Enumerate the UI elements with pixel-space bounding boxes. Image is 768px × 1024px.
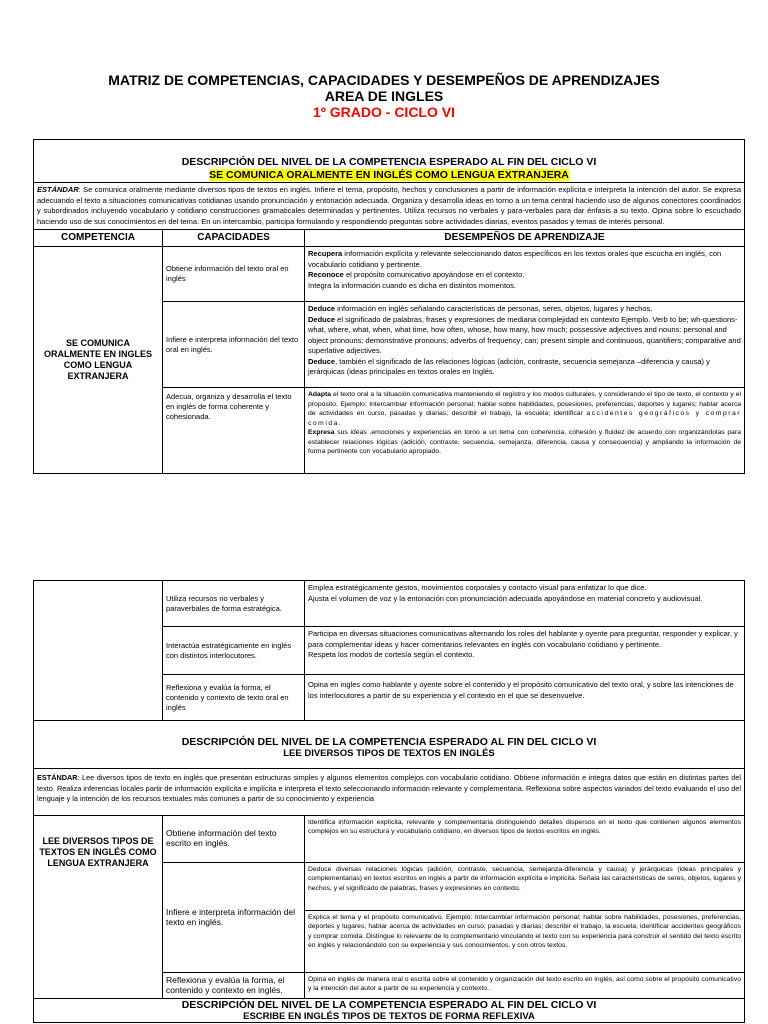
section-title: DESCRIPCIÓN DEL NIVEL DE LA COMPETENCIA ESPERADO AL FIN DEL CICLO VI <box>181 736 597 748</box>
performance-cell: Opina en inglés de manera oral o escrita sobre el contenido y organización del texto escrito en inglés, así como sobre el propósito comunicativo y la intención del autor a partir de su experiencia y contexto . <box>305 972 745 998</box>
competency-cell-empty <box>34 581 163 721</box>
performance-text: el significado de palabras, frases y expresiones de mediana complejidad en contexto Ejemplo. Verb to be; wh-questions- what, where, what, when, what time, how often, whose, how many, how much; possessive adjectives and nouns: personal and object pronouns; demonstrative pronouns; adverbs of frequency; can; present simple and continuous, quantifiers; comparative and superlative adjectives. <box>308 314 741 355</box>
performance-text: Ajusta el volumen de voz y la entonación con pronunciación adecuada apoyándose en material concreto y audiovisual. <box>308 593 703 603</box>
competency-table-reading <box>33 580 745 1023</box>
section-header <box>34 998 745 1022</box>
performance-text: el propósito comunicativo apoyándose en el contexto. <box>343 270 525 279</box>
performance-keyword: Reconoce <box>308 270 344 279</box>
performance-text: Opina en ingles como hablante y oyente sobre el contenido y el propósito comunicativo del texto oral, y sobre las intenciones de los interlocutores a partir de su experiencia y el contexto en el que se desenvuelve. <box>308 680 734 700</box>
competency-table-oral <box>33 139 745 474</box>
performance-cell: Deduce diversas relaciones lógicas (adición, contraste, secuencia, semejanza-diferencia y causa) y jerárquicas (ideas principales y complementarias) en textos escritos en inglés a partir de información explícita e implícita. Señala las características de seres, objetos, lugares y hechos, y el significado de palabras, frases y expresiones en contexto. <box>305 862 745 910</box>
competency-cell: SE COMUNICA ORALMENTE EN INGLES COMO LENGUA EXTRANJERA <box>34 247 163 474</box>
section-title: DESCRIPCIÓN DEL NIVEL DE LA COMPETENCIA ESPERADO AL FIN DEL CICLO VI <box>181 156 597 168</box>
capacity-cell: Reflexiona y evalúa la forma, el contenido y contexto en inglés. <box>163 972 305 998</box>
performance-text: Emplea estratégicamente gestos, movimientos corporales y contacto visual para enfatizar lo que dice. <box>308 583 647 592</box>
section-subtitle: LEE DIVERSOS TIPOS DE TEXTOS EN INGLÉS <box>283 748 495 759</box>
competency-cell: LEE DIVERSOS TIPOS DE TEXTOS EN INGLÉS COMO LENGUA EXTRANJERA <box>34 815 163 998</box>
performance-text: información en inglés señalando características de personas, seres, objetos, lugares y hechos. <box>335 304 653 313</box>
performance-keyword: Deduce <box>308 356 336 366</box>
capacity-cell: Reflexiona y evalúa la forma, el contenido y contexto de texto oral en inglés <box>163 675 305 721</box>
section-title: DESCRIPCIÓN DEL NIVEL DE LA COMPETENCIA ESPERADO AL FIN DEL CICLO VI <box>181 998 597 1011</box>
section-subtitle: SE COMUNICA ORALMENTE EN INGLÉS COMO LENGUA EXTRANJERA <box>209 169 569 181</box>
standard-text: : Lee diversos tipos de texto en inglés que presentan estructuras simples y algunos elementos complejos con vocabulario cotidiano. Obtiene información e integra datos que están en distintas partes del texto. Realiza inferencias locales partir de información explícita e implícita e interpreta el texto seleccionando información relevante y complementaria. Reflexiona sobre aspectos variados del texto evaluando el uso del lenguaje y la intención de los recursos textuales más comunes a partir de su conocimiento y experiencia <box>37 773 741 803</box>
performance-keyword: Expresa <box>308 429 335 436</box>
performance-text: el texto oral a la situación comunicativa manteniendo el registro y los modos culturales, y considerando el tipo de texto, el contexto y el propósito. Ejemplo: Intercambiar información personal; hablar sobre habilidades, posesiones, preferencias, deportes y lugares; hablar acerca de actividades en curso, pasadas y diarias; describir el trabajo, la escuela; identificar <box>308 391 742 417</box>
performance-text: Participa en diversas situaciones comunicativas alternando los roles del hablante y oyente para preguntar, responder y explicar, y para complementar ideas y hacer comentarios relevantes en inglés con vocabulario cotidiano y pertinente. <box>308 629 738 649</box>
standard-label: ESTÁNDAR <box>37 773 78 782</box>
standard-text: : Se comunica oralmente mediante diversos tipos de textos en inglés. Infiere el tema, propósito, hechos y conclusiones a partir de información explícita e interpreta la intención del autor. Se expresa adecuando el texto a situaciones comunicativas cotidianas usando pronunciación y entonación adecuada. Organiza y desarrolla ideas en torno a un tema central haciendo uso de algunos conectores coordinados y subordinados incluyendo vocabulario y cotidiano construcciones gramaticales determinadas y pertinentes. Utiliza recursos no verbales y para-verbales para dar énfasis a su texto. Opina sobre lo escuchado haciendo uso de sus conocimientos en del tema. En un intercambio, participa formulando y respondiendo preguntas sobre actividades diarias, eventos pasados y temas de interés personal. <box>37 185 742 226</box>
performance-cell: Identifica información explícita, relevante y complementaria distinguiendo detalles dispersos en el texto que contienen algunos elementos complejos en su estructura y vocabulario cotidiano, en diversos tipos de textos escritos en inglés. <box>305 815 745 862</box>
column-header-capacidades: CAPACIDADES <box>163 230 305 247</box>
section-header <box>34 140 745 183</box>
capacity-cell: Utiliza recursos no verbales y paraverbales de forma estratégica. <box>163 581 305 627</box>
performance-text: Respeta los modos de cortesía según el contexto. <box>308 650 475 659</box>
performance-cell <box>305 675 745 721</box>
performance-cell: Explica el tema y el propósito comunicativo. Ejemplo: Intercambiar información personal; hablar sobre habilidades, posesiones, preferencias, deportes y lugares; hablar acerca de actividades en curso, pasadas y diarias; describir el trabajo, la escuela; identificar accidentes geográficos y comprar comida. Distingue lo relevante de lo complementario vinculando el texto con su experiencia para construir el sentido del texto escrito en inglés y relacionándolo con su experiencia y sus conocimientos, y con otros textos. <box>305 910 745 972</box>
capacity-cell: Adecua, organiza y desarrolla el texto en inglés de forma coherente y cohesionada. <box>163 388 305 474</box>
capacity-cell: Interactúa estratégicamente en inglés con distintos interlocutores. <box>163 627 305 675</box>
capacity-cell: Obtiene información del texto escrito en inglés. <box>163 815 305 862</box>
section-header <box>34 721 745 769</box>
capacity-cell: Obtiene información del texto oral en inglés <box>163 247 305 302</box>
grade-title: 1º GRADO - CICLO VI <box>312 104 455 120</box>
page-header <box>0 72 768 120</box>
area-title: AREA DE INGLES <box>324 88 444 104</box>
performance-cell <box>305 247 745 302</box>
section-subtitle: ESCRIBE EN INGLÉS TIPOS DE TEXTOS DE FORMA REFLEXIVA <box>243 1010 535 1022</box>
performance-text: Integra la información cuando es dicha en distintos momentos. <box>308 280 517 290</box>
performance-cell <box>305 581 745 627</box>
standard-label: ESTÁNDAR <box>37 185 79 194</box>
performance-cell <box>305 627 745 675</box>
performance-keyword: Deduce <box>308 314 336 324</box>
capacity-cell: Infiere e interpreta información del texto oral en inglés. <box>163 302 305 388</box>
performance-keyword: Deduce <box>308 304 336 313</box>
standard-cell <box>34 183 745 230</box>
performance-text: sus ideas ,emociones y experiencias en torno a un tema con coherencia, cohesión y fluidez de acuerdo con organizándolas para establecer relaciones lógicas (adición, contraste, secuencia, semejanza, diferencia, causa y consecuencia) y ampliando la información de forma pertinente con vocabulario apropiado. <box>308 429 742 455</box>
performance-keyword: Recupera <box>308 249 343 258</box>
performance-keyword: Adapta <box>308 391 332 398</box>
performance-cell <box>305 388 745 474</box>
performance-text: información explícita y relevante seleccionando datos específicos en los textos orales que escucha en inglés, con vocabulario cotidiano y pertinente. <box>308 249 722 269</box>
performance-text: accidentes geográficos y comprar comida. <box>308 410 742 427</box>
capacity-cell: Infiere e interpreta información del texto en inglés. <box>163 862 305 972</box>
column-header-competencia: COMPETENCIA <box>34 230 163 247</box>
performance-text: , también el significado de las relaciones lógicas (adición, contraste, secuencia semejanza –diferencia y causa) y jerárquicas (ideas principales en textos orales en Inglés. <box>308 356 710 376</box>
column-header-desempenos: DESEMPEÑOS DE APRENDIZAJE <box>305 230 745 247</box>
document-title: MATRIZ DE COMPETENCIAS, CAPACIDADES Y DESEMPEÑOS DE APRENDIZAJES <box>108 72 660 88</box>
performance-cell <box>305 302 745 388</box>
standard-cell <box>34 769 745 816</box>
